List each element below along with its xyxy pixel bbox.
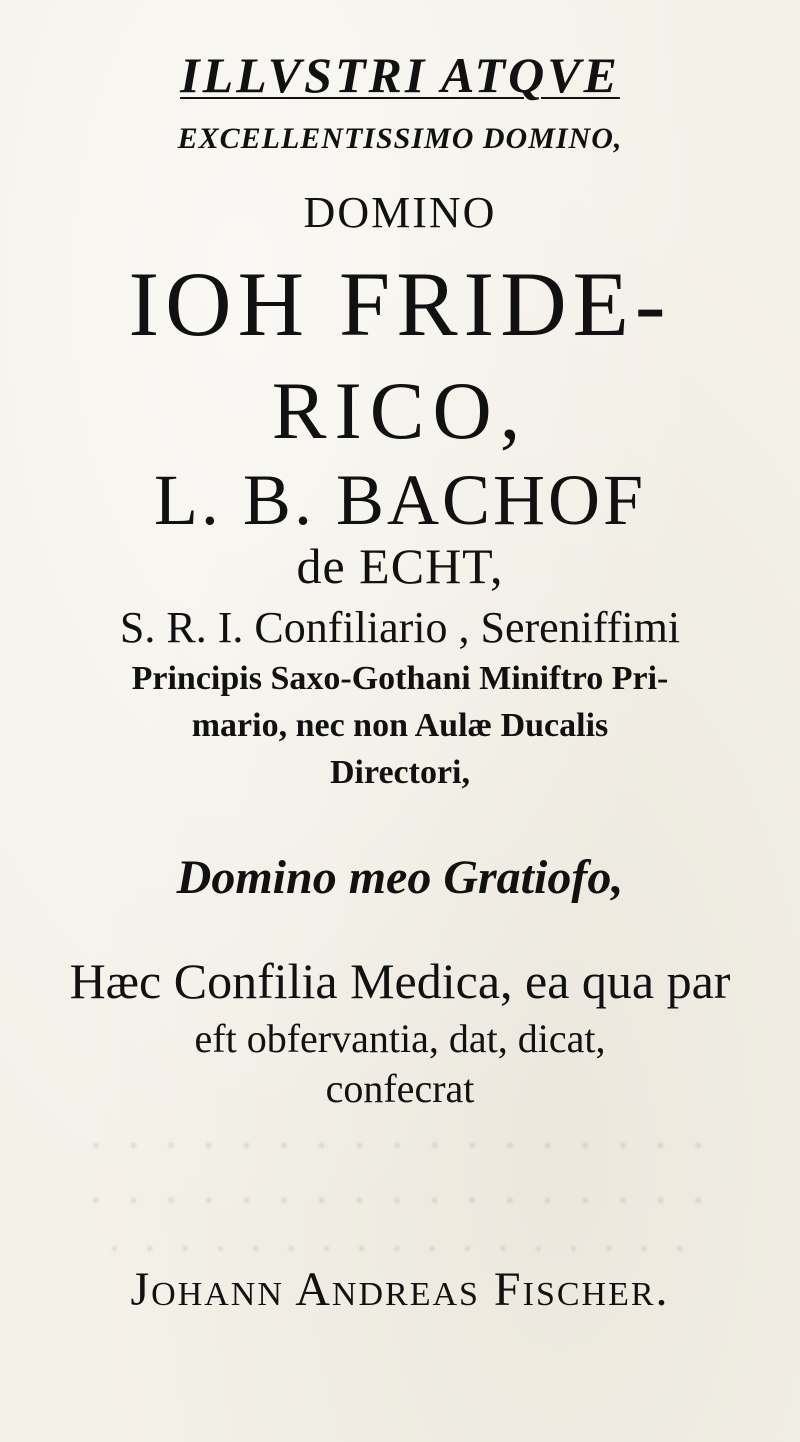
name-line-ioh-frideri: IOH FRIDE-	[128, 253, 672, 355]
dedication-line-1: S. R. I. Confiliario , Sereniffimi	[119, 603, 681, 652]
dedication-line-4: Directori,	[329, 754, 471, 791]
dedication-line-2: Principis Saxo-Gothani Miniftro Pri-	[131, 660, 669, 697]
body-line-1: Hæc Confilia Medica, ea qua par	[69, 953, 731, 1009]
bleed-through-decoration: · · · · · · · · · · · · · · · · ·	[88, 1121, 712, 1170]
body-line-2: eft obfervantia, dat, dicat,	[194, 1016, 606, 1061]
name-line-de-echt: de ECHT,	[296, 538, 504, 594]
title-line-excellentissimo: EXCELLENTISSIMO DOMINO,	[177, 122, 623, 155]
salutation: Domino meo Gratiofo,	[176, 851, 624, 904]
name-line-rico: RICO,	[271, 365, 529, 456]
title-line-domino: DOMINO	[303, 188, 497, 237]
name-line-bachof: L. B. BACHOF	[153, 460, 647, 540]
bleed-through-decoration: · · · · · · · · · · · · · · · · ·	[88, 1176, 712, 1225]
body-line-3: confecrat	[325, 1066, 475, 1111]
author-name: Johann Andreas Fischer.	[130, 1263, 670, 1316]
dedication-line-3: mario, nec non Aulæ Ducalis	[191, 707, 609, 744]
bleed-through-decoration: · · · · · · · · · · · · · · · · ·	[107, 1226, 693, 1271]
title-line-illustri: ILLVSTRI ATQVE	[180, 47, 620, 103]
